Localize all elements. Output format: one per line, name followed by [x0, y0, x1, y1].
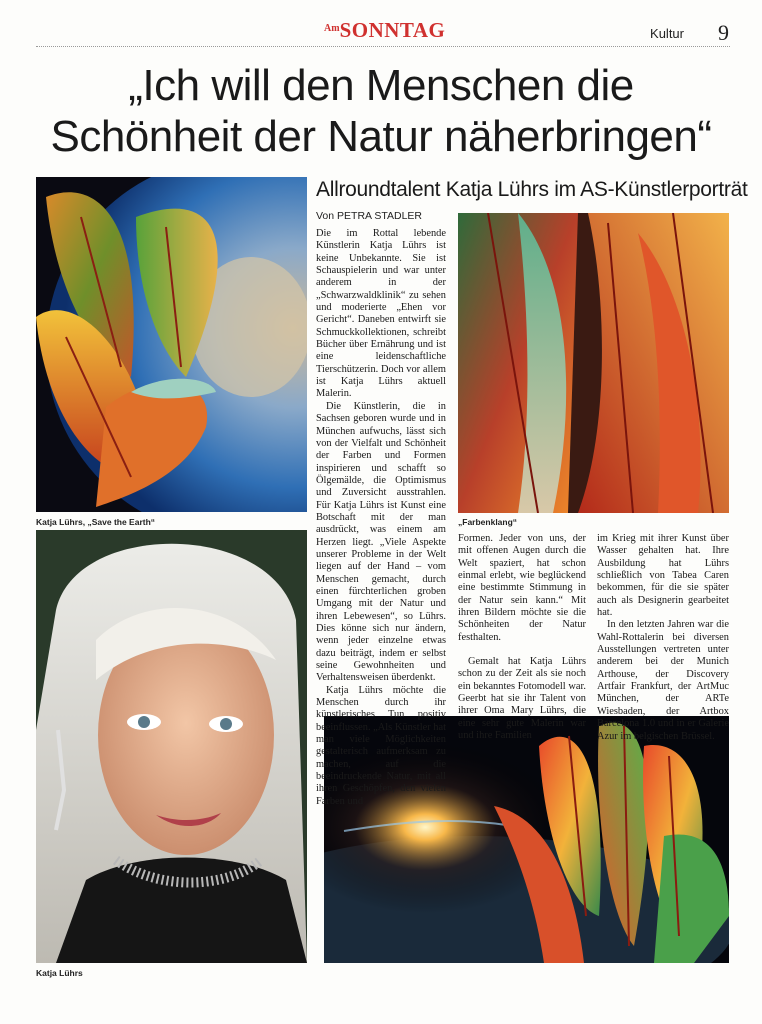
- masthead-prefix: Am: [324, 23, 340, 34]
- article-paragraph: Die im Rottal lebende Künstlerin Katja Lührs ist keine Unbekannte. Sie ist Schauspielerin und war unter anderem in der „Schwarzwaldklinik“ zu sehen und moderierte „Ehen vor Gericht“. Daneben entwirft sie Schmuckkollektionen, schreibt Bücher über Ernährung und ist eine leidenschaftliche Tierschützerin. Doch vor allem ist Katja Lührs aktuell Malerin.: [316, 228, 446, 400]
- headline: [30, 60, 732, 162]
- article-column-2: [458, 533, 586, 743]
- masthead-name: SONNTAG: [339, 18, 446, 42]
- article-paragraph: im Krieg mit ihrer Kunst über Wasser gehalten hat. Ihre Ausbildung hat Lührs schließlich von Tabea Caren bekommen, für die sie später auch als Designerin gearbeitet hat.: [597, 533, 729, 619]
- byline: Von PETRA STADLER: [316, 210, 423, 222]
- headline-line-1: „Ich will den Menschen die: [128, 61, 634, 110]
- article-paragraph: In den letzten Jahren war die Wahl-Rottalerin bei diversen Ausstellungen vertreten unter anderem bei der Munich Arthouse, der Discovery Artfair Frankfurt, der ArtMuc München, der ARTe Wiesbaden, der Artbox Barcelona 1.0 und in er Galerie Azur im belgischen Brüssel.: [597, 619, 729, 742]
- caption-save-the-earth: Katja Lührs, „Save the Earth“: [36, 517, 156, 527]
- caption-portrait: Katja Lührs: [36, 968, 83, 978]
- article-column-1: [316, 228, 446, 808]
- portrait-photo: [36, 530, 307, 963]
- painting-farbenklang: [458, 213, 729, 513]
- masthead-logo: [324, 18, 445, 43]
- page-number: 9: [718, 20, 729, 45]
- article-paragraph: Katja Lührs möchte die Menschen durch ihr künstlerisches Tun positiv beeinflussen. „Als Künstler hat man viele Möglichkeiten gestalterisch aufmerksam zu machen, auf die beeindruckende Natur, mit all ihren Geschöpfen, den vielen Farben und: [316, 684, 446, 807]
- headline-line-2: Schönheit der Natur näherbringen“: [50, 112, 712, 161]
- caption-farbenklang: „Farbenklang“: [458, 517, 518, 527]
- header-divider: [36, 46, 730, 47]
- article-column-3: [597, 533, 729, 743]
- article-paragraph: Formen. Jeder von uns, der mit offenen Augen durch die Welt spaziert, hat schon einmal erlebt, wie beglückend eine bestimmte Stimmung in der Natur sein kann.“ Mit ihren Bildern möchte sie die Schönheiten der Natur festhalten.: [458, 533, 586, 643]
- subheadline: Allroundtalent Katja Lührs im AS-Künstlerporträt: [316, 178, 748, 201]
- painting-save-the-earth: [36, 177, 307, 512]
- article-paragraph: Gemalt hat Katja Lührs schon zu der Zeit als sie noch ein bekanntes Fotomodell war. Geerbt hat sie ihr Talent von ihrer Oma Mary Lührs, die eine sehr gute Malerin war und ihre Familien: [458, 656, 586, 742]
- section-label: Kultur: [650, 26, 684, 41]
- article-paragraph: Die Künstlerin, die in Sachsen geboren wurde und in München aufwuchs, lässt sich von der Vielfalt und Schönheit der Farben und Formen inspirieren und schafft so Ölgemälde, die Optimismus und Zuversicht ausstrahlen. Für Katja Lührs ist Kunst eine Botschaft mit der man ausdrückt, was einem am Herzen liegt. „Viele Aspekte unserer Probleme in der Welt liegen auf der Hand – vom Menschen gemacht, durch einen fürchterlichen groben Umgang mit der Natur und ihren Lebewesen“, so Lührs. Dies könne sich nur ändern, wenn jeder einzelne etwas dazu beiträgt, indem er selbst seine Gewohnheiten und Verhaltensweisen überdenkt.: [316, 400, 446, 684]
